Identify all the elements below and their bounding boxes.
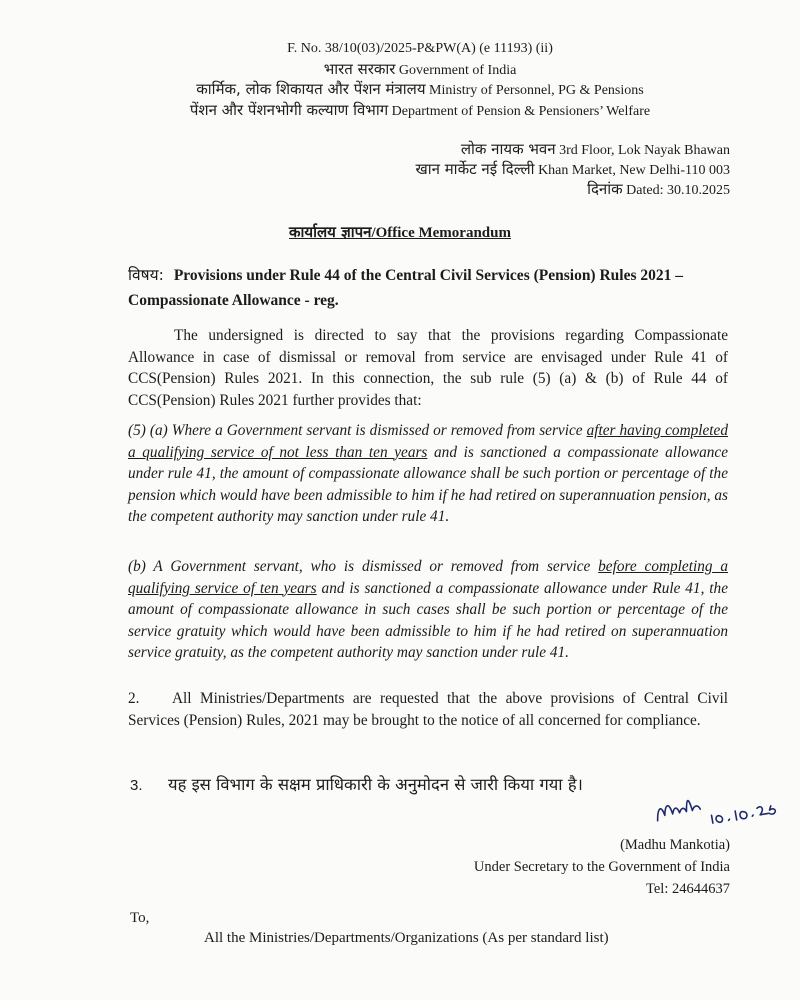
clause-5b: (b) A Government servant, who is dismissed or removed from service before completing a qualifying service of ten years and is sanctioned a compassionate allowance under Rule 41, the amount of compassionate allowance in such cases shall be such portion or percentage of the service gratuity which would have been admissible to him if he had retired on superannuation service gratuity, as the competent authority may sanction under rule 41. xyxy=(128,558,729,661)
paragraph-2: 2. All Ministries/Departments are requested that the above provisions of Central Civil Services (Pension) Rules, 2021 may be brought to the notice of all concerned for compliance. xyxy=(128,690,728,729)
government-line: भारत सरकार Government of India xyxy=(323,60,517,78)
subject-line-1: Provisions under Rule 44 of the Central Civil Services (Pension) Rules 2021 – xyxy=(173,267,684,284)
memo-title: कार्यालय ज्ञापन/Office Memorandum xyxy=(289,223,511,241)
subject xyxy=(128,263,728,313)
address-line-2: खान मार्केट नई दिल्ली Khan Market, New Delhi-110 003 xyxy=(415,160,730,178)
recipients-list: All the Ministries/Departments/Organizations (As per standard list) xyxy=(204,930,609,946)
handwritten-signature xyxy=(648,776,788,836)
signatory-block xyxy=(474,834,730,900)
signatory-telephone: Tel: 24644637 xyxy=(646,881,730,897)
subject-label: विषय: xyxy=(128,266,164,284)
file-number: F. No. 38/10(03)/2025-P&PW(A) (e 11193) (ii) xyxy=(287,41,553,56)
paragraph-3: 3. यह इस विभाग के सक्षम प्राधिकारी के अनुमोदन से जारी किया गया है। xyxy=(130,775,583,794)
ministry-line: कार्मिक, लोक शिकायत और पेंशन मंत्रालय Ministry of Personnel, PG & Pensions xyxy=(196,80,644,98)
paragraph-1: The undersigned is directed to say that the provisions regarding Compassionate Allowance in case of dismissal or removal from service are envisaged under Rule 41 of CCS(Pension) Rules 2021. In this connection, the sub rule (5) (a) & (b) of Rule 44 of CCS(Pension) Rules 2021 further provides that: xyxy=(128,327,728,409)
signatory-designation: Under Secretary to the Government of India xyxy=(473,859,730,875)
department-line: पेंशन और पेंशनभोगी कल्याण विभाग Department of Pension & Pensioners’ Welfare xyxy=(189,101,651,119)
clause-5a: (5) (a) Where a Government servant is dismissed or removed from service after having completed a qualifying service of not less than ten years and is sanctioned a compassionate allowance under rule 41, the amount of compassionate allowance shall be such portion or percentage of the pension which would have been admissible to him if he had retired on superannuation pension, as the competent authority may sanction under rule 41. xyxy=(128,422,728,525)
signature-drawing xyxy=(648,776,788,836)
signatory-name: (Madhu Mankotia) xyxy=(620,837,730,853)
to-label: To, xyxy=(130,910,150,926)
address-line-1: लोक नायक भवन 3rd Floor, Lok Nayak Bhawan xyxy=(460,140,730,158)
date-line: दिनांक Dated: 30.10.2025 xyxy=(587,180,730,198)
subject-line-2: Compassionate Allowance - reg. xyxy=(128,292,339,309)
